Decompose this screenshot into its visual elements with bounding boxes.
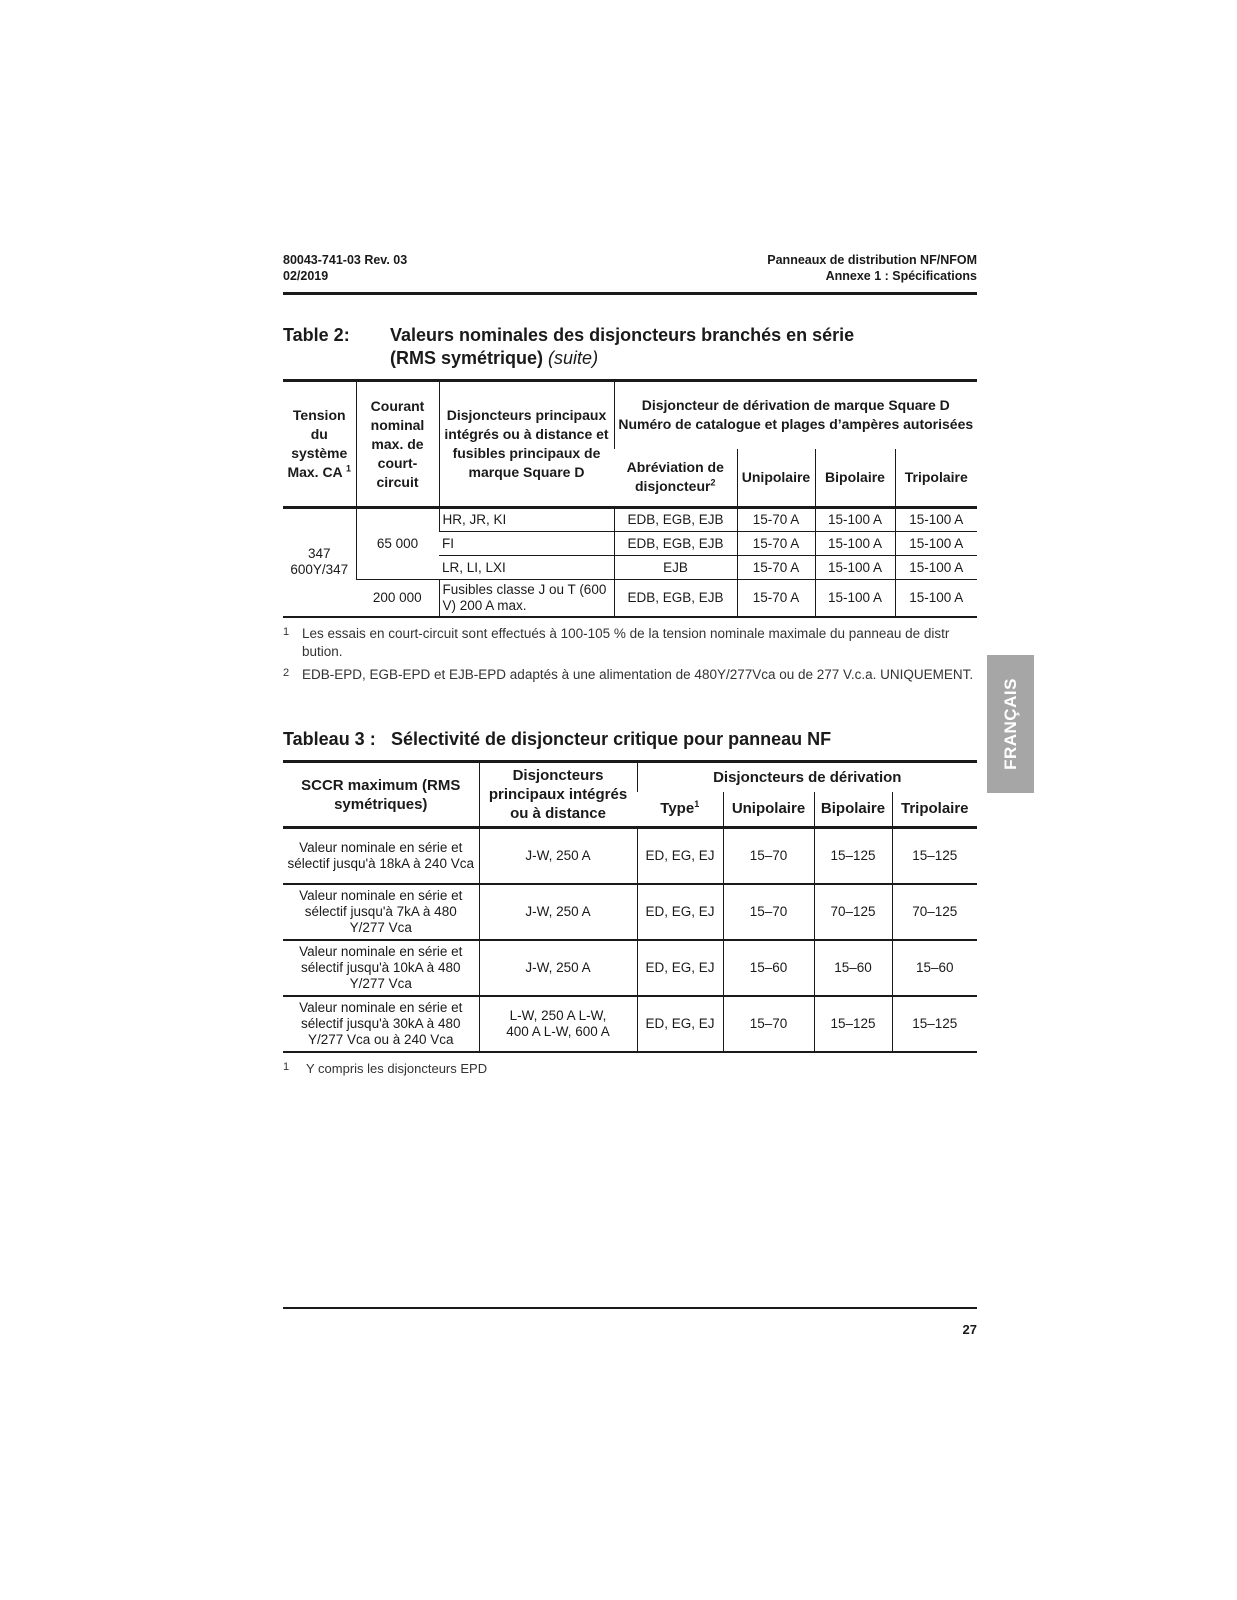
table2-title-line1: Valeurs nominales des disjoncteurs branchés en série (390, 325, 855, 345)
tripolaire-cell: 15-100 A (895, 508, 977, 532)
table-row (283, 828, 977, 884)
bipolaire-cell: 15–60 (814, 940, 892, 996)
principal-cell: L-W, 250 A L-W, 400 A L-W, 600 A (479, 996, 637, 1052)
header-bipolaire: Bipolaire (815, 449, 895, 508)
table2-title-line2: (RMS symétrique) (390, 348, 544, 368)
header-tension: Tension du système Max. CA $^1$ (283, 381, 356, 508)
table2-title-suffix: (suite) (548, 348, 599, 368)
principal-cell: J-W, 250 A (479, 884, 637, 940)
unipolaire-cell: 15-70 A (737, 556, 815, 580)
tripolaire-cell: 15–125 (892, 996, 977, 1052)
type-cell: ED, EG, EJ (637, 828, 723, 884)
header-type: Type$^1$ (637, 792, 723, 828)
sccr-cell: Valeur nominale en série et sélectif jusqu'à 30kA à 480 Y/277 Vca ou à 240 Vca (283, 996, 479, 1052)
header-courant: Courant nominal max. de court-circuit (356, 381, 439, 508)
table2 (283, 379, 977, 618)
language-tab-label: FRANÇAIS (1000, 678, 1020, 770)
abreviation-cell: EDB, EGB, EJB (614, 580, 737, 617)
abreviation-cell: EJB (614, 556, 737, 580)
abreviation-cell: EDB, EGB, EJB (614, 532, 737, 556)
doc-number: 80043-741-03 Rev. 03 (283, 253, 408, 267)
table2-title-line2-wrap (390, 347, 598, 370)
principal-cell: FI (439, 532, 614, 556)
table3-footnote-1: 1 Y compris les disjoncteurs EPD (283, 1061, 488, 1076)
tripolaire-cell: 15-100 A (895, 580, 977, 617)
page-number: 27 (962, 1322, 977, 1337)
bipolaire-cell: 15-100 A (815, 508, 895, 532)
bipolaire-cell: 15-100 A (815, 556, 895, 580)
doc-title: Panneaux de distribution NF/NFOM (767, 253, 977, 267)
header-derivation-group: Disjoncteurs de dérivation (637, 762, 977, 792)
type-cell: ED, EG, EJ (637, 940, 723, 996)
unipolaire-cell: 15–60 (723, 940, 814, 996)
sccr-cell: Valeur nominale en série et sélectif jusqu'à 10kA à 480 Y/277 Vca (283, 940, 479, 996)
courant-cell: 65 000 (356, 508, 439, 580)
header-unipolaire: Unipolaire (723, 792, 814, 828)
header-bipolaire: Bipolaire (814, 792, 892, 828)
principal-cell: HR, JR, KI (439, 508, 614, 532)
footer-rule (283, 1307, 977, 1309)
document-reference (283, 252, 407, 284)
unipolaire-cell: 15-70 A (737, 532, 815, 556)
header-unipolaire: Unipolaire (737, 449, 815, 508)
sccr-cell: Valeur nominale en série et sélectif jusqu'à 7kA à 480 Y/277 Vca (283, 884, 479, 940)
bipolaire-cell: 15–125 (814, 828, 892, 884)
tripolaire-cell: 15-100 A (895, 532, 977, 556)
language-tab (987, 655, 1034, 793)
principal-cell: Fusibles classe J ou T (600 V) 200 A max. (439, 580, 614, 617)
principal-cell: J-W, 250 A (479, 940, 637, 996)
tripolaire-cell: 15-100 A (895, 556, 977, 580)
table2-footnote-2: 2 EDB-EPD, EGB-EPD et EJB-EPD adaptés à une alimentation de 480Y/277Vca ou de 277 V.c.a. UNIQUEMENT. (283, 667, 974, 682)
unipolaire-cell: 15–70 (723, 884, 814, 940)
unipolaire-cell: 15–70 (723, 996, 814, 1052)
table-row (283, 580, 977, 617)
header-abreviation: Abréviation de disjoncteur$^2$ (614, 449, 737, 508)
page-header (283, 252, 977, 295)
table-row (283, 940, 977, 996)
table-row (283, 508, 977, 532)
table2-title (283, 324, 977, 370)
table3-title (283, 728, 977, 752)
type-cell: ED, EG, EJ (637, 884, 723, 940)
tripolaire-cell: 15–60 (892, 940, 977, 996)
table-row (283, 996, 977, 1052)
unipolaire-cell: 15-70 A (737, 508, 815, 532)
header-tripolaire: Tripolaire (895, 449, 977, 508)
doc-date: 02/2019 (283, 269, 329, 283)
unipolaire-cell: 15-70 A (737, 580, 815, 617)
table2-number: Table 2: (283, 325, 350, 345)
bipolaire-cell: 70–125 (814, 884, 892, 940)
table3 (283, 760, 977, 1053)
tension-cell: 347 600Y/347 (283, 508, 356, 617)
principal-cell: LR, LI, LXI (439, 556, 614, 580)
sccr-cell: Valeur nominale en série et sélectif jusqu'à 18kA à 240 Vca (283, 828, 479, 884)
bipolaire-cell: 15-100 A (815, 580, 895, 617)
doc-subtitle: Annexe 1 : Spécifications (825, 269, 977, 283)
table2-footnote-1: 1 Les essais en court-circuit sont effectués à 100-105 % de la tension nominale maximale du panneau de distr bution. (283, 626, 950, 659)
bipolaire-cell: 15–125 (814, 996, 892, 1052)
header-principaux: Disjoncteurs principaux intégrés ou à distance et fusibles principaux de marque Square D (439, 381, 614, 508)
tripolaire-cell: 15–125 (892, 828, 977, 884)
header-sccr: SCCR maximum (RMS symétriques) (283, 762, 479, 828)
table3-title-text: Sélectivité de disjoncteur critique pour panneau NF (391, 729, 832, 749)
principal-cell: J-W, 250 A (479, 828, 637, 884)
header-tripolaire: Tripolaire (892, 792, 977, 828)
type-cell: ED, EG, EJ (637, 996, 723, 1052)
abreviation-cell: EDB, EGB, EJB (614, 508, 737, 532)
table-row (283, 884, 977, 940)
unipolaire-cell: 15–70 (723, 828, 814, 884)
table3-number: Tableau 3 : (283, 729, 376, 749)
header-principaux: Disjoncteurs principaux intégrés ou à distance (479, 762, 637, 828)
bipolaire-cell: 15-100 A (815, 532, 895, 556)
tripolaire-cell: 70–125 (892, 884, 977, 940)
document-section (767, 252, 977, 284)
header-derivation-group: Disjoncteur de dérivation de marque Square D Numéro de catalogue et plages d’ampères autorisées (614, 381, 977, 449)
courant-cell: 200 000 (356, 580, 439, 617)
